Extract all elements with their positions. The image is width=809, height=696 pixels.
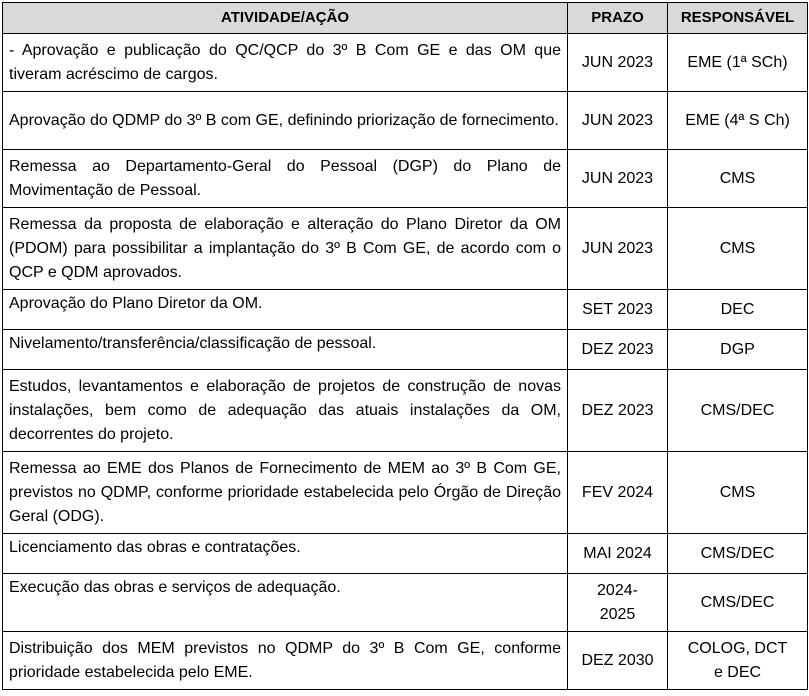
responsavel-cell: CMS	[668, 208, 808, 290]
atividade-cell: - Aprovação e publicação do QC/QCP do 3º B Com GE e das OM que tiveram acréscimo de cargos.	[3, 34, 568, 92]
header-row	[3, 3, 808, 34]
responsavel-cell: CMS/DEC	[668, 534, 808, 574]
table-row	[3, 92, 808, 150]
table-row	[3, 34, 808, 92]
atividade-cell: Nivelamento/transferência/classificação de pessoal.	[3, 330, 568, 370]
atividade-cell: Licenciamento das obras e contratações.	[3, 534, 568, 574]
responsavel-cell: CMS	[668, 150, 808, 208]
table-row	[3, 370, 808, 452]
prazo-cell: DEZ 2030	[568, 632, 668, 690]
atividade-cell: Aprovação do QDMP do 3º B com GE, definindo priorização de fornecimento.	[3, 92, 568, 150]
prazo-cell: JUN 2023	[568, 208, 668, 290]
table-row	[3, 208, 808, 290]
prazo-cell: 2024-2025	[568, 574, 668, 632]
responsavel-cell: EME (1ª SCh)	[668, 34, 808, 92]
atividade-cell: Distribuição dos MEM previstos no QDMP do 3º B Com GE, conforme prioridade estabelecida pelo EME.	[3, 632, 568, 690]
header-responsavel: RESPONSÁVEL	[668, 3, 808, 34]
atividade-cell: Aprovação do Plano Diretor da OM.	[3, 290, 568, 330]
responsavel-cell: DGP	[668, 330, 808, 370]
responsavel-cell: COLOG, DCT e DEC	[668, 632, 808, 690]
table-row	[3, 330, 808, 370]
table-row	[3, 534, 808, 574]
prazo-cell: DEZ 2023	[568, 330, 668, 370]
table-row	[3, 452, 808, 534]
responsavel-cell: EME (4ª S Ch)	[668, 92, 808, 150]
responsavel-cell: DEC	[668, 290, 808, 330]
responsavel-cell: CMS	[668, 452, 808, 534]
schedule-table	[2, 2, 808, 690]
prazo-cell: SET 2023	[568, 290, 668, 330]
table-row	[3, 290, 808, 330]
responsavel-cell: CMS/DEC	[668, 370, 808, 452]
atividade-cell: Estudos, levantamentos e elaboração de projetos de construção de novas instalações, bem como de adequação das atuais instalações da OM, decorrentes do projeto.	[3, 370, 568, 452]
header-prazo: PRAZO	[568, 3, 668, 34]
header-atividade: ATIVIDADE/AÇÃO	[3, 3, 568, 34]
atividade-cell: Execução das obras e serviços de adequação.	[3, 574, 568, 632]
prazo-cell: JUN 2023	[568, 92, 668, 150]
prazo-cell: DEZ 2023	[568, 370, 668, 452]
prazo-cell: JUN 2023	[568, 34, 668, 92]
prazo-cell: JUN 2023	[568, 150, 668, 208]
atividade-cell: Remessa ao Departamento-Geral do Pessoal (DGP) do Plano de Movimentação de Pessoal.	[3, 150, 568, 208]
table-row	[3, 150, 808, 208]
responsavel-cell: CMS/DEC	[668, 574, 808, 632]
prazo-cell: FEV 2024	[568, 452, 668, 534]
atividade-cell: Remessa ao EME dos Planos de Fornecimento de MEM ao 3º B Com GE, previstos no QDMP, conforme prioridade estabelecida pelo Órgão de Direção Geral (ODG).	[3, 452, 568, 534]
table-row	[3, 632, 808, 690]
prazo-cell: MAI 2024	[568, 534, 668, 574]
table-row	[3, 574, 808, 632]
atividade-cell: Remessa da proposta de elaboração e alteração do Plano Diretor da OM (PDOM) para possibilitar a implantação do 3º B Com GE, de acordo com o QCP e QDM aprovados.	[3, 208, 568, 290]
